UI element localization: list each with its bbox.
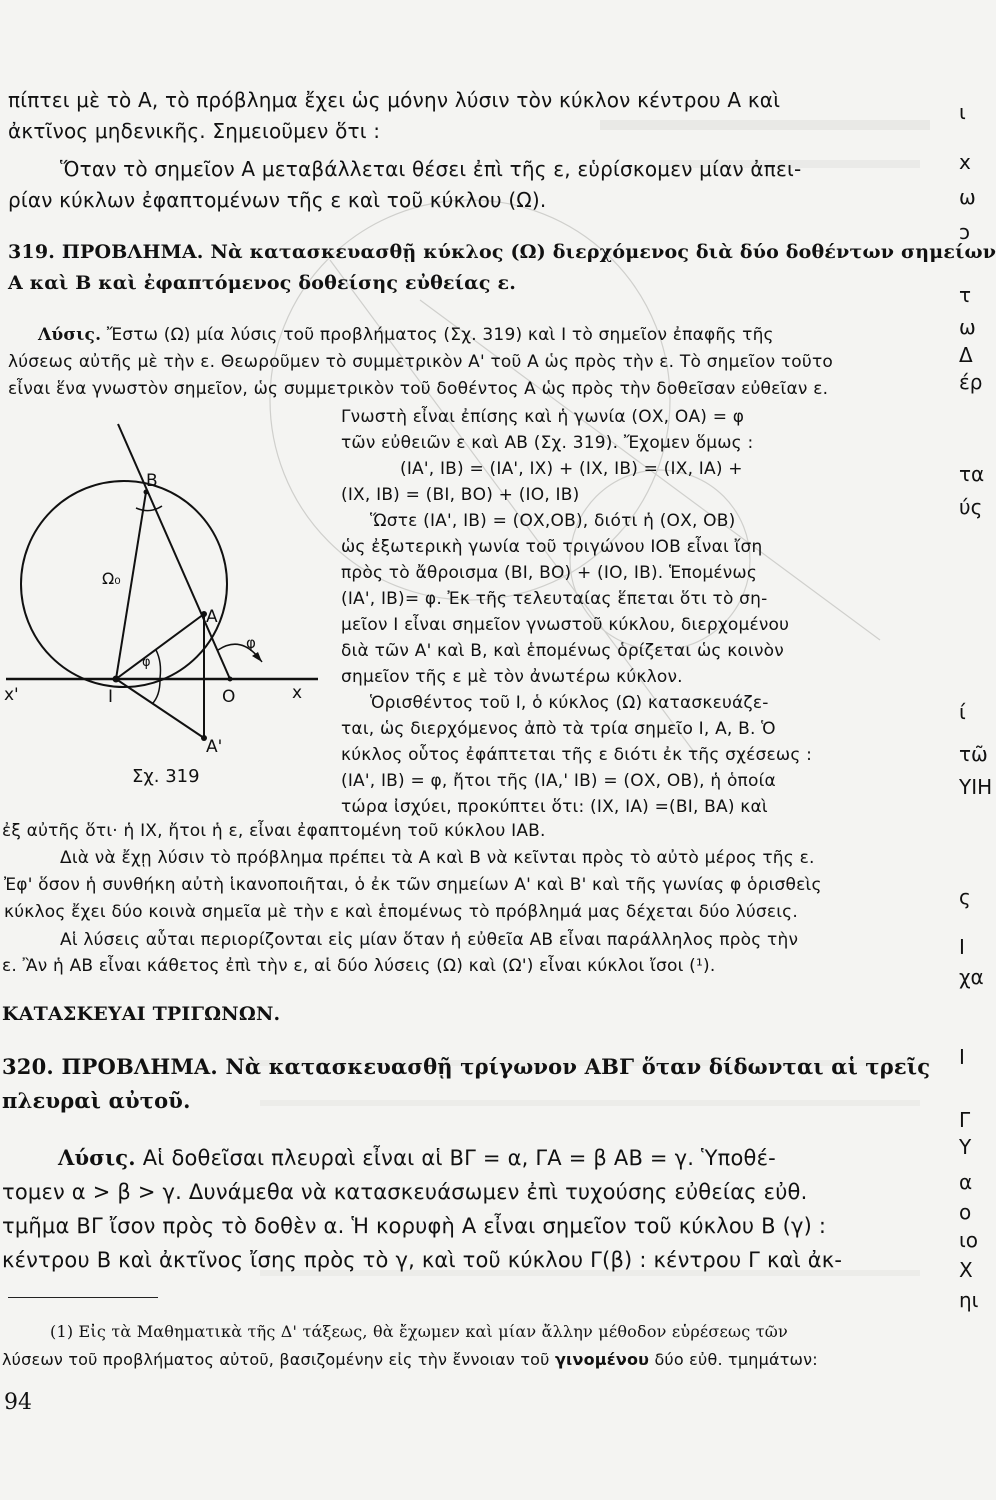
- solution-label: Λύσις.: [38, 325, 102, 345]
- edge-glyph: ΥΙΗ: [959, 775, 993, 799]
- edge-glyph: x: [959, 150, 971, 174]
- edge-glyph: ιο: [959, 1228, 979, 1252]
- edge-glyph: Γ: [959, 1108, 971, 1132]
- edge-glyph: ω: [959, 315, 976, 339]
- solution-319-right-4: (ΙΧ, ΙΒ) = (ΒΙ, ΒΟ) + (ΙΟ, ΙΒ): [341, 485, 580, 505]
- solution-319-line-2: λύσεως αὐτῆς μὲ τὴν ε. Θεωροῦμεν τὸ συμμετρικὸν Α' τοῦ Α ὡς πρὸς τὴν ε. Τὸ σημεῖον τοῦτο: [8, 352, 833, 372]
- label-phi: φ: [246, 634, 256, 652]
- edge-glyph: ο: [959, 1200, 972, 1224]
- problem-label: ΠΡΟΒΛΗΜΑ.: [61, 1054, 218, 1079]
- solution-319-right-11: σημεῖον τῆς ε μὲ τὸν ἀνωτέρω κύκλον.: [341, 667, 683, 687]
- solution-319-right-3: (ΙΑ', ΙΒ) = (ΙΑ', ΙΧ) + (ΙΧ, ΙΒ) = (ΙΧ, ΙΑ) +: [400, 459, 743, 479]
- solution-319-line-3: εἶναι ἕνα γνωστὸν σημεῖον, ὡς συμμετρικὸν τοῦ δοθέντος Α ὡς πρὸς τὴν δοθεῖσαν εὐθεῖαν ε.: [8, 379, 829, 399]
- solution-319-line-6: Ἐφ' ὅσον ἡ συνθήκη αὐτὴ ἱκανοποιῆται, ὁ ἐκ τῶν σημείων Α' καὶ Β' καὶ τῆς γωνίας φ ὁρισθεὶς: [4, 875, 822, 895]
- solution-319-right-10: διὰ τῶν Α' καὶ Β, καὶ ἑπομένως ὁρίζεται ὡς κοινὸν: [341, 641, 784, 661]
- solution-319-right-5: Ὥστε (ΙΑ', ΙΒ) = (ΟΧ,ΟΒ), διότι ἡ (ΟΧ, ΟΒ): [370, 511, 736, 531]
- circle-omega: [21, 481, 227, 687]
- edge-glyph: ω: [959, 185, 976, 209]
- problem-number: 319.: [8, 241, 56, 263]
- problem-320-title-line-2: πλευραὶ αὐτοῦ.: [2, 1088, 191, 1113]
- label-phi-small: φ: [142, 655, 151, 670]
- solution-319-right-8: (ΙΑ', ΙΒ)= φ. Ἐκ τῆς τελευταίας ἕπεται ὅτι τὸ ση-: [341, 589, 768, 609]
- label-omega: Ω₀: [102, 569, 121, 588]
- figure-caption: Σχ. 319: [132, 766, 200, 787]
- solution-319-right-2: τῶν εὐθειῶν ε καὶ ΑΒ (Σχ. 319). Ἔχομεν ὅμως :: [341, 433, 754, 453]
- solution-319-right-9: μεῖον Ι εἶναι σημεῖον γνωστοῦ κύκλου, διερχομένου: [341, 615, 790, 635]
- solution-319-right-14: κύκλος οὗτος ἐφάπτεται τῆς ε διότι ἐκ τῆς σχέσεως :: [341, 745, 813, 765]
- problem-title: Νὰ κατασκευασθῇ τρίγωνον ΑΒΓ ὅταν δίδωνται αἱ τρεῖς: [225, 1054, 931, 1079]
- edge-glyph: ί: [959, 700, 966, 724]
- solution-319-line-8: Αἱ λύσεις αὗται περιορίζονται εἰς μίαν ὅταν ἡ εὐθεῖα ΑΒ εἶναι παράλληλος πρὸς τὴν: [60, 930, 799, 950]
- solution-319-line-1: [38, 323, 774, 347]
- label-B: Β: [146, 471, 158, 491]
- solution-319-line-5: Διὰ νὰ ἔχῃ λύσιν τὸ πρόβλημα πρέπει τὰ Α καὶ Β νὰ κεῖνται πρὸς τὸ αὐτὸ μέρος τῆς ε.: [60, 848, 815, 868]
- solution-label: Λύσις.: [58, 1145, 136, 1170]
- angle-arc-I: [156, 650, 161, 678]
- edge-glyph: ι: [959, 100, 966, 124]
- intro-line-3: Ὅταν τὸ σημεῖον Α μεταβάλλεται θέσει ἐπὶ τῆς ε, εὑρίσκομεν μίαν ἀπει-: [60, 157, 802, 181]
- problem-320-heading: [2, 1055, 930, 1079]
- point-O: [228, 677, 233, 682]
- solution-319-right-12: Ὁρισθέντος τοῦ Ι, ὁ κύκλος (Ω) κατασκευάζε-: [370, 693, 769, 713]
- solution-319-line-4: ἐξ αὐτῆς ὅτι· ἡ ΙΧ, ἤτοι ἡ ε, εἶναι ἐφαπτομένη τοῦ κύκλου ΙΑΒ.: [2, 821, 546, 841]
- footnote-rule: [8, 1297, 158, 1298]
- edge-glyph: Ι: [959, 935, 965, 959]
- label-Aprime: Α': [206, 737, 223, 757]
- section-heading: ΚΑΤΑΣΚΕΥΑΙ ΤΡΙΓΩΝΩΝ.: [2, 1003, 281, 1025]
- edge-glyph: χα: [959, 965, 984, 989]
- edge-glyph: Ι: [959, 1045, 965, 1069]
- solution-319-right-6: ὡς ἐξωτερικὴ γωνία τοῦ τριγώνου ΙΟΒ εἶναι ἴση: [341, 537, 763, 557]
- label-A: Α: [206, 607, 218, 627]
- angle-arc-B: [136, 506, 162, 511]
- edge-glyph: ύς: [959, 495, 983, 519]
- solution-320-line-1: [58, 1146, 776, 1170]
- edge-glyph: Χ: [959, 1258, 973, 1282]
- solution-319-line-7: κύκλος ἔχει δύο κοινὰ σημεῖα μὲ τὴν ε καὶ ἑπομένως τὸ πρόβλημά μας δέχεται δύο λύσεις.: [4, 902, 798, 922]
- edge-glyph: Υ: [959, 1135, 972, 1159]
- edge-glyph: ɔ: [959, 220, 970, 244]
- label-O: Ο: [222, 687, 236, 707]
- footnote-line-1: (1) Εἰς τὰ Μαθηματικὰ τῆς Δ' τάξεως, θὰ ἔχωμεν καὶ μίαν ἄλλην μέθοδον εὑρέσεως τῶν: [50, 1322, 788, 1341]
- intro-line-1: πίπτει μὲ τὸ Α, τὸ πρόβλημα ἔχει ὡς μόνην λύσιν τὸν κύκλον κέντρου Α καὶ: [8, 88, 781, 112]
- footnote-line-2: [2, 1348, 818, 1372]
- solution-319-right-16: τώρα ἰσχύει, προκύπτει ὅτι: (ΙΧ, ΙΑ) =(ΒΙ, ΒΑ) καὶ: [341, 797, 768, 817]
- solution-320-line-2: τομεν α > β > γ. Δυνάμεθα νὰ κατασκευάσωμεν ἐπὶ τυχούσης εὐθείας εὐθ.: [2, 1180, 808, 1204]
- edge-glyph: τῶ: [959, 742, 988, 766]
- solution-320-line-4: κέντρου Β καὶ ἀκτῖνος ἴσης πρὸς τὸ γ, καὶ τοῦ κύκλου Γ(β) : κέντρου Γ καὶ ἀκ-: [2, 1248, 843, 1272]
- problem-label: ΠΡΟΒΛΗΜΑ.: [61, 241, 204, 263]
- solution-319-line-9: ε. Ἂν ἡ ΑΒ εἶναι κάθετος ἐπὶ τὴν ε, αἱ δύο λύσεις (Ω) καὶ (Ω') εἶναι κύκλοι ἴσοι (¹).: [2, 956, 716, 976]
- footnote-bold-word: γινομένου: [554, 1350, 650, 1369]
- label-xprime: x': [4, 685, 19, 705]
- problem-319-title-line-2: Α καὶ Β καὶ ἐφαπτόμενος δοθείσης εὐθείας ε.: [8, 272, 517, 294]
- solution-319-right-13: ται, ὡς διερχόμενος ἀπὸ τὰ τρία σημεῖο Ι, Α, Β. Ὁ: [341, 719, 776, 739]
- solution-319-right-7: πρὸς τὸ ἄθροισμα (ΒΙ, ΒΟ) + (ΙΟ, ΙΒ). Ἑπομένως: [341, 563, 758, 583]
- label-I: Ι: [108, 687, 114, 707]
- facing-page-edge: [935, 0, 993, 1500]
- problem-number: 320.: [2, 1054, 54, 1079]
- label-x: x: [292, 683, 303, 703]
- solution-text: Αἱ δοθεῖσαι πλευραὶ εἶναι αἱ ΒΓ = α, ΓΑ = β ΑΒ = γ. Ὑποθέ-: [142, 1146, 776, 1170]
- edge-glyph: ς: [959, 885, 971, 909]
- footnote-text: λύσεων τοῦ προβλήματος αὐτοῦ, βασιζομένην εἰς τὴν ἔννοιαν τοῦ: [2, 1350, 550, 1369]
- line-AB: [118, 424, 230, 679]
- footnote-text-end: δύο εὐθ. τμημάτων:: [654, 1350, 818, 1369]
- edge-glyph: α: [959, 1170, 973, 1194]
- solution-319-right-15: (ΙΑ', ΙΒ) = φ, ἤτοι τῆς (ΙΑ,' ΙΒ) = (ΟΧ, ΟΒ), ἡ ὁποία: [341, 771, 776, 791]
- solution-320-line-3: τμῆμα ΒΓ ἴσον πρὸς τὸ δοθὲν α. Ἡ κορυφὴ Α εἶναι σημεῖον τοῦ κύκλου Β (γ) :: [2, 1214, 827, 1238]
- figure-319: [0, 410, 330, 790]
- edge-glyph: έρ: [959, 370, 983, 394]
- point-I: [113, 676, 120, 683]
- solution-text: Ἔστω (Ω) μία λύσις τοῦ προβλήματος (Σχ. 319) καὶ Ι τὸ σημεῖον ἐπαφῆς τῆς: [106, 325, 774, 345]
- intro-line-4: ρίαν κύκλων ἐφαπτομένων τῆς ε καὶ τοῦ κύκλου (Ω).: [8, 188, 547, 212]
- page-number: 94: [4, 1390, 32, 1415]
- edge-glyph: Δ: [959, 343, 973, 367]
- edge-glyph: τ: [959, 283, 972, 307]
- edge-glyph: ηι: [959, 1288, 979, 1312]
- edge-glyph: τα: [959, 462, 985, 486]
- intro-line-2: ἀκτῖνος μηδενικῆς. Σημειοῦμεν ὅτι :: [8, 119, 381, 143]
- problem-title: Νὰ κατασκευασθῇ κύκλος (Ω) διερχόμενος διὰ δύο δοθέντων σημείων: [210, 241, 996, 263]
- problem-319-heading: [8, 240, 996, 264]
- arrow-head-phi: [252, 652, 262, 662]
- solution-319-right-1: Γνωστὴ εἶναι ἐπίσης καὶ ἡ γωνία (ΟΧ, ΟΑ) = φ: [341, 407, 745, 427]
